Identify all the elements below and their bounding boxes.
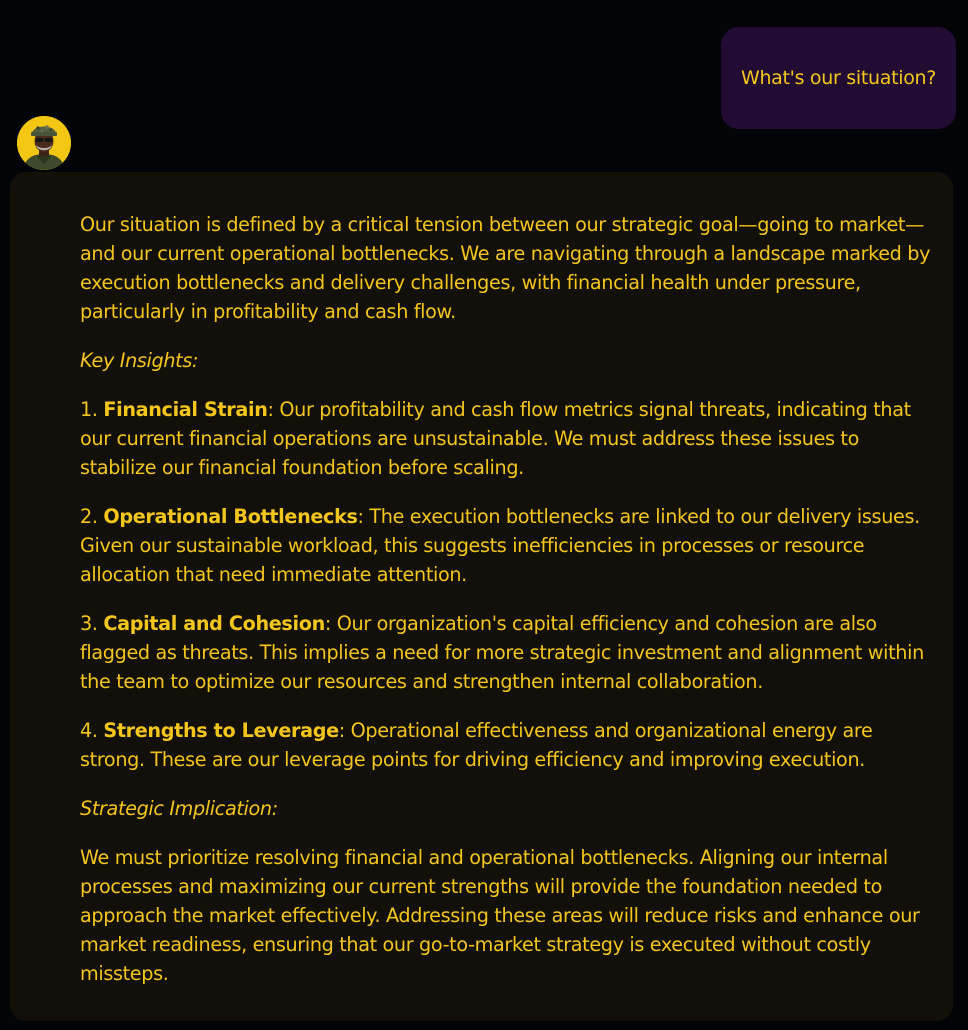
- user-message-bubble: [721, 27, 956, 129]
- insight-title: Strengths to Leverage: [103, 719, 339, 742]
- insight-text: : The execution bottlenecks are linked to our delivery issues. Given our sustainable workload, this suggests inefficiencies in processes or resource allocation that need immediate attention.: [80, 505, 920, 586]
- reply-intro: Our situation is defined by a critical tension between our strategic goal—going to market—and our current operational bottlenecks. We are navigating through a landscape marked by execution bottlenecks and delivery challenges, with financial health under pressure, particularly in profitability and cash flow.: [80, 213, 931, 323]
- insight-item: [80, 609, 933, 696]
- strategic-implication-heading: Strategic Implication:: [80, 797, 278, 820]
- key-insights-heading: Key Insights:: [80, 349, 199, 372]
- insight-title: Capital and Cohesion: [103, 612, 325, 635]
- avatar-portrait-icon: [17, 116, 71, 170]
- insight-item: [80, 502, 933, 589]
- insight-number: 4.: [80, 719, 98, 742]
- insight-text: : Operational effectiveness and organizational energy are strong. These are our leverage points for driving efficiency and improving execution.: [80, 719, 873, 771]
- person-avatar-icon: [17, 116, 71, 170]
- user-message-text: What's our situation?: [740, 67, 937, 89]
- insight-number: 3.: [80, 612, 98, 635]
- insight-text: : Our profitability and cash flow metrics signal threats, indicating that our current financial operations are unsustainable. We must address these issues to stabilize our financial foundation before scaling.: [80, 398, 911, 479]
- insight-number: 2.: [80, 505, 98, 528]
- insight-title: Operational Bottlenecks: [103, 505, 358, 528]
- assistant-reply-bubble: [10, 172, 953, 1021]
- insight-item: [80, 716, 933, 774]
- insight-text: : Our organization's capital efficiency and cohesion are also flagged as threats. This implies a need for more strategic investment and alignment within the team to optimize our resources and strengthen internal collaboration.: [80, 612, 924, 693]
- insight-title: Financial Strain: [103, 398, 268, 421]
- insight-item: [80, 395, 933, 482]
- strategic-implication-text: We must prioritize resolving financial and operational bottlenecks. Aligning our internal processes and maximizing our current strengths will provide the foundation needed to approach the market effectively. Addressing these areas will reduce risks and enhance our market readiness, ensuring that our go-to-market strategy is executed without costly missteps.: [80, 846, 920, 985]
- insight-number: 1.: [80, 398, 98, 421]
